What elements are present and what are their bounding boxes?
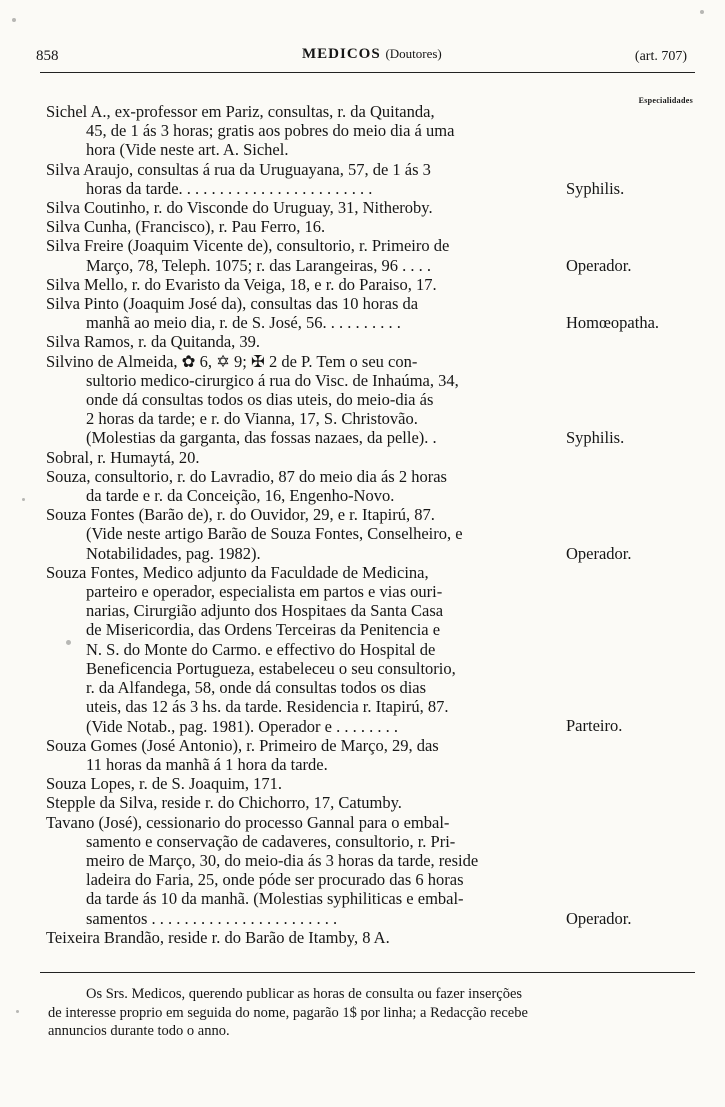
- entry-continuation-line: da tarde e r. da Conceição, 16, Engenho-Novo.: [86, 486, 395, 506]
- directory-entry: [46, 332, 706, 351]
- directory-entry: [46, 275, 706, 294]
- footer-rule: [40, 972, 695, 973]
- entry-name-line: Silva Freire (Joaquim Vicente de), consultorio, r. Primeiro de: [46, 236, 450, 256]
- directory-entry: [46, 467, 706, 505]
- entry-name-line: Silvino de Almeida, ✿ 6, ✡ 9; ✠ 2 de P. Tem o seu con-: [46, 351, 418, 371]
- entry-continuation-line: horas da tarde. . . . . . . . . . . . . . . . . . . . . . . .: [86, 178, 373, 198]
- section-reference: (art. 707): [634, 49, 687, 64]
- entry-name-line: Souza Fontes, Medico adjunto da Faculdade de Medicina,: [46, 562, 429, 582]
- entry-name-line: Souza, consultorio, r. do Lavradio, 87 do meio dia ás 2 horas: [46, 466, 447, 486]
- entry-continuation-line: (Vide Notab., pag. 1981). Operador e . . . . . . . .: [86, 716, 398, 736]
- directory-entry: [46, 563, 706, 736]
- header-rule: [40, 72, 695, 73]
- title-text: MEDICOS: [302, 46, 381, 62]
- entry-name-line: Silva Mello, r. do Evaristo da Veiga, 18, e r. do Paraiso, 17.: [46, 274, 437, 294]
- print-speck: [66, 640, 71, 645]
- specialty-column-header: Especialidades: [638, 96, 693, 105]
- entry-specialty: Operador.: [566, 255, 632, 275]
- entry-name-line: Silva Coutinho, r. do Visconde do Uruguay, 31, Nitheroby.: [46, 198, 433, 218]
- entry-continuation-line: 11 horas da manhã á 1 hora da tarde.: [86, 754, 328, 774]
- entry-name-line: Souza Fontes (Barão de), r. do Ouvidor, 29, e r. Itapirú, 87.: [46, 505, 435, 525]
- entry-continuation-line: 45, de 1 ás 3 horas; gratis aos pobres do meio dia á uma: [86, 121, 455, 141]
- footnote: [48, 985, 688, 1041]
- print-speck: [12, 18, 16, 22]
- entry-name-line: Souza Lopes, r. de S. Joaquim, 171.: [46, 774, 283, 794]
- entry-name-line: Tavano (José), cessionario do processo Gannal para o embal-: [46, 812, 450, 832]
- page-title: [302, 46, 442, 63]
- entry-continuation-line: (Molestias da garganta, das fossas nazaes, da pelle). .: [86, 428, 437, 448]
- entry-name-line: Silva Cunha, (Francisco), r. Pau Ferro, 16.: [46, 217, 326, 237]
- entry-continuation-line: narias, Cirurgião adjunto dos Hospitaes da Santa Casa: [86, 601, 444, 621]
- directory-entry: [46, 928, 706, 947]
- entry-continuation-line: da tarde ás 10 da manhã. (Molestias syphiliticas e embal-: [86, 889, 464, 909]
- directory-entry: [46, 774, 706, 793]
- entry-name-line: Silva Pinto (Joaquim José da), consultas das 10 horas da: [46, 294, 419, 314]
- directory-entry: [46, 352, 706, 448]
- directory-entry: [46, 736, 706, 774]
- entry-name-line: Sobral, r. Humaytá, 20.: [46, 447, 200, 467]
- entry-continuation-line: manhã ao meio dia, r. de S. José, 56. . . . . . . . . .: [86, 313, 401, 333]
- entry-continuation-line: parteiro e operador, especialista em partos e vias ouri-: [86, 582, 443, 602]
- directory-entry: [46, 793, 706, 812]
- directory-entry: [46, 294, 706, 332]
- entry-name-line: Teixeira Brandão, reside r. do Barão de Itamby, 8 A.: [46, 927, 390, 947]
- print-speck: [700, 10, 704, 14]
- entry-continuation-line: de Misericordia, das Ordens Terceiras da Penitencia e: [86, 620, 441, 640]
- entry-name-line: Souza Gomes (José Antonio), r. Primeiro de Março, 29, das: [46, 735, 439, 755]
- entry-name-line: Sichel A., ex-professor em Pariz, consultas, r. da Quitanda,: [46, 102, 435, 121]
- directory-entry: [46, 813, 706, 928]
- entry-continuation-line: 2 horas da tarde; e r. do Vianna, 17, S. Christovão.: [86, 409, 418, 429]
- entry-list: [46, 102, 706, 947]
- entry-name-line: Silva Araujo, consultas á rua da Uruguayana, 57, de 1 ás 3: [46, 159, 431, 179]
- footnote-line: de interesse proprio em seguida do nome, pagarão 1$ por linha; a Redacção recebe: [48, 1004, 528, 1021]
- entry-continuation-line: uteis, das 12 ás 3 hs. da tarde. Residencia r. Itapirú, 87.: [86, 697, 449, 717]
- print-speck: [16, 1010, 19, 1013]
- entry-specialty: Homœopatha.: [566, 313, 660, 333]
- entry-specialty: Parteiro.: [566, 716, 623, 736]
- entry-continuation-line: ladeira do Faria, 25, onde póde ser procurado das 6 horas: [86, 870, 464, 890]
- footnote-line: Os Srs. Medicos, querendo publicar as horas de consulta ou fazer inserções: [86, 986, 523, 1002]
- entry-specialty: Syphilis.: [566, 428, 625, 448]
- entry-continuation-line: sultorio medico-cirurgico á rua do Visc. de Inhaúma, 34,: [86, 370, 459, 390]
- entry-continuation-line: hora (Vide neste art. A. Sichel.: [86, 140, 289, 160]
- directory-entry: [46, 448, 706, 467]
- directory-entry: [46, 217, 706, 236]
- entry-continuation-line: samentos . . . . . . . . . . . . . . . . . . . . . . .: [86, 908, 338, 928]
- entry-continuation-line: meiro de Março, 30, do meio-dia ás 3 horas da tarde, reside: [86, 850, 479, 870]
- entry-continuation-line: Março, 78, Teleph. 1075; r. das Larangeiras, 96 . . . .: [86, 255, 431, 275]
- entry-specialty: Syphilis.: [566, 178, 625, 198]
- directory-entry: [46, 505, 706, 563]
- entry-specialty: Operador.: [566, 908, 632, 928]
- entry-name-line: Stepple da Silva, reside r. do Chichorro, 17, Catumby.: [46, 793, 402, 813]
- entry-continuation-line: Beneficencia Portugueza, estabeleceu o seu consultorio,: [86, 658, 456, 678]
- footnote-line: annuncios durante todo o anno.: [48, 1023, 230, 1039]
- entry-specialty: Operador.: [566, 543, 632, 563]
- print-speck: [22, 498, 25, 501]
- title-subtitle: (Doutores): [385, 46, 442, 61]
- directory-entry: [46, 198, 706, 217]
- directory-entry: [46, 236, 706, 274]
- entry-continuation-line: onde dá consultas todos os dias uteis, do meio-dia ás: [86, 390, 434, 410]
- entry-name-line: Silva Ramos, r. da Quitanda, 39.: [46, 332, 261, 352]
- directory-entry: [46, 102, 706, 160]
- entry-continuation-line: (Vide neste artigo Barão de Souza Fontes, Conselheiro, e: [86, 524, 463, 544]
- entry-continuation-line: samento e conservação de cadaveres, consultorio, r. Pri-: [86, 831, 456, 851]
- entry-continuation-line: r. da Alfandega, 58, onde dá consultas todos os dias: [86, 678, 427, 698]
- directory-entry: [46, 160, 706, 198]
- page-header: [30, 46, 705, 72]
- entry-continuation-line: N. S. do Monte do Carmo. e effectivo do Hospital de: [86, 639, 436, 659]
- entry-continuation-line: Notabilidades, pag. 1982).: [86, 543, 261, 563]
- page-number: 858: [36, 48, 59, 64]
